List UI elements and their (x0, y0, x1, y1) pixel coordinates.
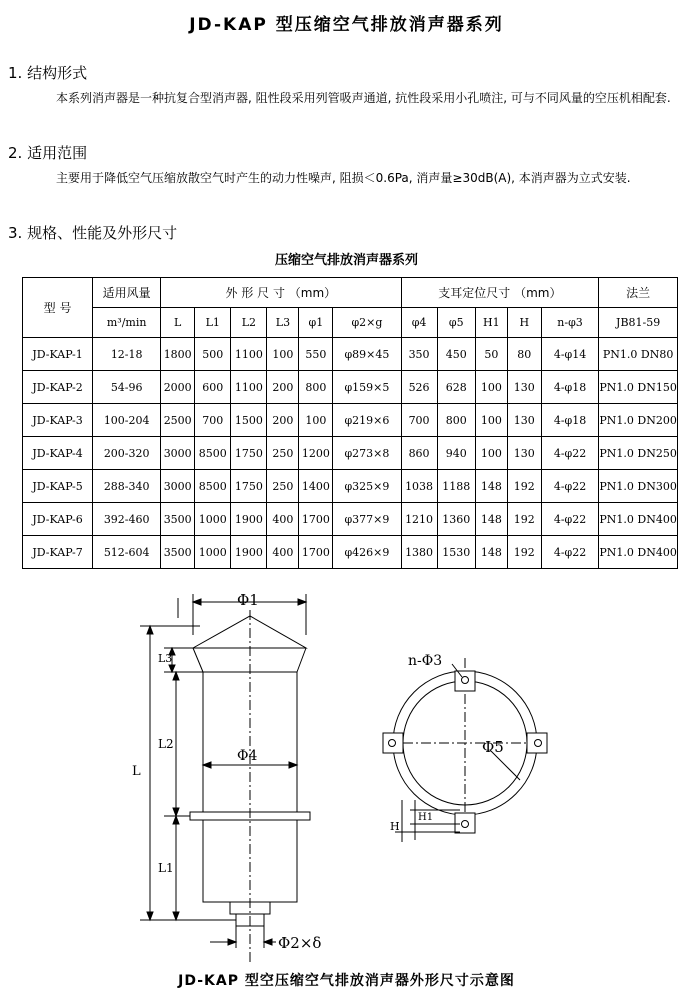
header-col: JB81-59 (599, 308, 678, 338)
header-col: φ2×g (333, 308, 401, 338)
table-cell: 130 (507, 371, 541, 404)
table-cell: 4-φ22 (541, 437, 598, 470)
table-cell: 1360 (437, 503, 475, 536)
label-phi5: Φ5 (482, 738, 504, 756)
table-cell: 628 (437, 371, 475, 404)
label-L: L (132, 764, 141, 779)
table-cell: 3000 (161, 470, 195, 503)
table-header-row-1 (23, 278, 678, 308)
table-cell: 250 (267, 437, 299, 470)
table-cell: 100-204 (93, 404, 161, 437)
table-cell: 1200 (299, 437, 333, 470)
table-title: 压缩空气排放消声器系列 (274, 253, 418, 268)
table-cell: PN1.0 DN150 (599, 371, 678, 404)
table-cell: 4-φ22 (541, 536, 598, 569)
label-L2: L2 (158, 737, 174, 751)
table-cell: 500 (195, 338, 231, 371)
table-cell: φ377×9 (333, 503, 401, 536)
table-cell: 148 (475, 536, 507, 569)
table-body (23, 338, 678, 569)
table-cell: 1700 (299, 503, 333, 536)
table-cell: 3000 (161, 437, 195, 470)
table-cell: 250 (267, 470, 299, 503)
table-cell: 100 (299, 404, 333, 437)
model-cell: JD-KAP-5 (23, 470, 93, 503)
header-col: φ4 (401, 308, 437, 338)
table-cell: 700 (401, 404, 437, 437)
table-cell: φ325×9 (333, 470, 401, 503)
table-cell: 1000 (195, 503, 231, 536)
table-cell: 3500 (161, 503, 195, 536)
table-cell: 860 (401, 437, 437, 470)
table-cell: 512-604 (93, 536, 161, 569)
header-col: H (507, 308, 541, 338)
table-cell: 1800 (161, 338, 195, 371)
header-flange: 法兰 (599, 278, 678, 308)
header-airflow: 适用风量 (93, 278, 161, 308)
table-cell: 700 (195, 404, 231, 437)
table-cell: 350 (401, 338, 437, 371)
table-cell: 1750 (231, 470, 267, 503)
header-col: L1 (195, 308, 231, 338)
label-H1: H1 (418, 812, 434, 823)
table-cell: 192 (507, 503, 541, 536)
table-cell: 1500 (231, 404, 267, 437)
model-cell: JD-KAP-4 (23, 437, 93, 470)
table-cell: 3500 (161, 536, 195, 569)
drawing-caption: JD-KAP 型空压缩空气排放消声器外形尺寸示意图 (178, 973, 515, 989)
table-cell: PN1.0 DN300 (599, 470, 678, 503)
header-col: n-φ3 (541, 308, 598, 338)
table-cell: 1900 (231, 536, 267, 569)
table-cell: 1210 (401, 503, 437, 536)
table-cell: 1400 (299, 470, 333, 503)
model-cell: JD-KAP-1 (23, 338, 93, 371)
table-cell: 600 (195, 371, 231, 404)
section-1-heading: 1. 结构形式 (8, 64, 88, 82)
table-cell: 526 (401, 371, 437, 404)
table-cell: PN1.0 DN250 (599, 437, 678, 470)
header-col: H1 (475, 308, 507, 338)
table-cell: 400 (267, 503, 299, 536)
table-cell: 8500 (195, 437, 231, 470)
table-cell: 1700 (299, 536, 333, 569)
table-cell: 130 (507, 437, 541, 470)
table-cell: 4-φ22 (541, 470, 598, 503)
table-row (23, 404, 678, 437)
section-1-body: 本系列消声器是一种抗复合型消声器, 阻性段采用列管吸声通道, 抗性段采用小孔喷注, 可与不同风量的空压机相配套. (56, 91, 671, 105)
table-row (23, 503, 678, 536)
table-cell: 100 (475, 437, 507, 470)
table-cell: φ219×6 (333, 404, 401, 437)
table-row (23, 437, 678, 470)
table-cell: 2500 (161, 404, 195, 437)
table-cell: 550 (299, 338, 333, 371)
table-cell: 100 (475, 371, 507, 404)
page-title: JD-KAP 型压缩空气排放消声器系列 (189, 15, 504, 35)
table-cell: 80 (507, 338, 541, 371)
table-cell: 2000 (161, 371, 195, 404)
label-H: H (390, 820, 400, 833)
table-cell: 50 (475, 338, 507, 371)
label-phi1: Φ1 (237, 591, 259, 609)
table-cell: 1038 (401, 470, 437, 503)
label-phi2-delta: Φ2×δ (278, 934, 322, 952)
section-3-heading: 3. 规格、性能及外形尺寸 (8, 224, 178, 242)
table-cell: 1100 (231, 371, 267, 404)
table-cell: 4-φ18 (541, 371, 598, 404)
header-col: L (161, 308, 195, 338)
table-cell: 392-460 (93, 503, 161, 536)
section-2-body: 主要用于降低空气压缩放散空气时产生的动力性噪声, 阻损＜0.6Pa, 消声量≥30dB(A), 本消声器为立式安装. (56, 171, 631, 185)
table-row (23, 536, 678, 569)
table-cell: 1530 (437, 536, 475, 569)
header-model: 型 号 (23, 278, 93, 338)
table-cell: φ273×8 (333, 437, 401, 470)
table-cell: 100 (475, 404, 507, 437)
header-airflow-unit: m³/min (93, 308, 161, 338)
table-row (23, 470, 678, 503)
table-cell: 1900 (231, 503, 267, 536)
table-cell: 148 (475, 503, 507, 536)
label-L1: L1 (158, 861, 174, 875)
table-cell: PN1.0 DN400 (599, 536, 678, 569)
table-row (23, 371, 678, 404)
table-cell: 130 (507, 404, 541, 437)
table-cell: 400 (267, 536, 299, 569)
table-cell: 1380 (401, 536, 437, 569)
table-cell: 800 (437, 404, 475, 437)
table-cell: 4-φ22 (541, 503, 598, 536)
table-header-row-2 (23, 308, 678, 338)
header-bracket-dims: 支耳定位尺寸 （mm） (401, 278, 599, 308)
table-cell: 200 (267, 371, 299, 404)
table-cell: 54-96 (93, 371, 161, 404)
table-cell: 450 (437, 338, 475, 371)
model-cell: JD-KAP-2 (23, 371, 93, 404)
table-cell: φ159×5 (333, 371, 401, 404)
table-cell: PN1.0 DN80 (599, 338, 678, 371)
header-col: L2 (231, 308, 267, 338)
table-cell: 100 (267, 338, 299, 371)
model-cell: JD-KAP-6 (23, 503, 93, 536)
spec-table (22, 277, 678, 569)
table-cell: PN1.0 DN400 (599, 503, 678, 536)
model-cell: JD-KAP-3 (23, 404, 93, 437)
table-cell: 4-φ18 (541, 404, 598, 437)
header-outer-dims: 外 形 尺 寸 （mm） (161, 278, 401, 308)
table-cell: PN1.0 DN200 (599, 404, 678, 437)
table-cell: 1100 (231, 338, 267, 371)
header-col: L3 (267, 308, 299, 338)
table-cell: 12-18 (93, 338, 161, 371)
table-cell: 8500 (195, 470, 231, 503)
table-cell: 1000 (195, 536, 231, 569)
section-2-heading: 2. 适用范围 (8, 144, 88, 162)
header-col: φ1 (299, 308, 333, 338)
table-cell: 940 (437, 437, 475, 470)
table-cell: 192 (507, 536, 541, 569)
table-cell: 4-φ14 (541, 338, 598, 371)
table-cell: 288-340 (93, 470, 161, 503)
table-cell: 200-320 (93, 437, 161, 470)
table-cell: 148 (475, 470, 507, 503)
table-cell: φ89×45 (333, 338, 401, 371)
table-cell: 1750 (231, 437, 267, 470)
label-n-phi3: n-Φ3 (408, 653, 443, 669)
label-L3: L3 (158, 652, 173, 665)
table-row (23, 338, 678, 371)
outline-drawing (0, 580, 693, 965)
section-1-text (8, 86, 688, 110)
table-cell: 1188 (437, 470, 475, 503)
label-phi4: Φ4 (237, 748, 258, 764)
table-cell: 800 (299, 371, 333, 404)
table-cell: 200 (267, 404, 299, 437)
section-2-text (8, 166, 688, 190)
table-cell: 192 (507, 470, 541, 503)
table-cell: φ426×9 (333, 536, 401, 569)
header-col: φ5 (437, 308, 475, 338)
model-cell: JD-KAP-7 (23, 536, 93, 569)
